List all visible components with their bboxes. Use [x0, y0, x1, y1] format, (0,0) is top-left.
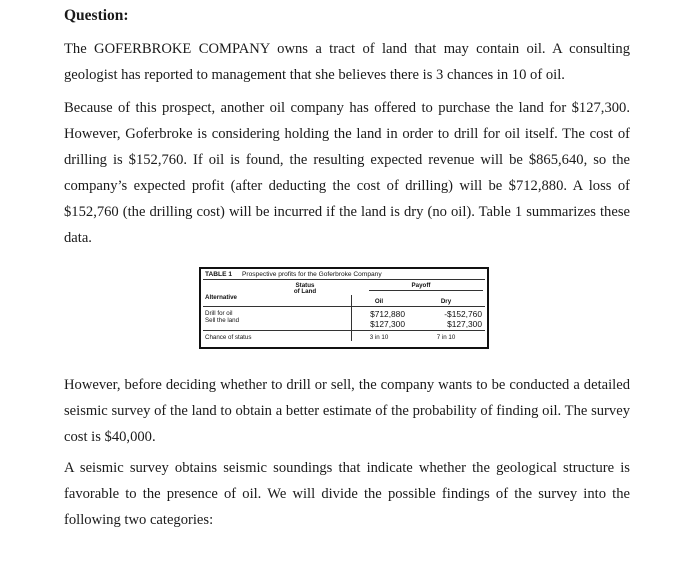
table-label: TABLE 1 [205, 271, 232, 278]
question-heading: Question: [64, 7, 129, 24]
cell-drill-dry: -$152,760 [444, 309, 482, 319]
cell-sell-dry: $127,300 [447, 319, 482, 329]
status-header-line1: Status [295, 282, 315, 289]
paragraph-survey-intro: However, before deciding whether to drill or sell, the company wants to be conducted a detailed seismic survey of the land to obtain a better estimate of the probability of finding oil. The survey cost is $40,000. [64, 377, 630, 445]
cell-chance-dry: 7 in 10 [436, 334, 456, 341]
status-header-line2: of Land [293, 288, 317, 295]
cell-drill-oil: $712,880 [370, 309, 405, 319]
table-1-figure [199, 267, 489, 349]
table-caption [205, 271, 382, 278]
header-rule [203, 306, 485, 307]
payoff-header: Payoff [411, 282, 431, 289]
alternative-header: Alternative [205, 294, 237, 301]
cell-sell-oil: $127,300 [370, 319, 405, 329]
paragraph-survey-details: A seismic survey obtains seismic soundings that indicate whether the geological structure is favorable to the presence of oil. We will divide the possible findings of the survey into the following two categories: [64, 460, 630, 528]
row-label-sell: Sell the land [205, 317, 240, 324]
table-caption-text: Prospective profits for the Goferbroke Company [242, 271, 382, 278]
paragraph-intro: The GOFERBROKE COMPANY owns a tract of land that may contain oil. A consulting geologist has reported to management that she believes there is 3 chances in 10 of oil. [64, 41, 630, 83]
table-top-rule [203, 279, 485, 280]
column-header-dry: Dry [440, 298, 452, 305]
paragraph-prospect: Because of this prospect, another oil company has offered to purchase the land for $127,300. However, Goferbroke is considering holding the land in order to drill for oil itself. The cost of drilling is $152,760. If oil is found, the resulting expected revenue will be $865,640, so the company’s expected profit (after deducting the cost of drilling) will be $712,880. A loss of $152,760 (the drilling cost) will be incurred if the land is dry (no oil). Table 1 summarizes these data. [64, 100, 630, 246]
row-label-chance: Chance of status [205, 334, 252, 341]
column-header-oil: Oil [374, 298, 384, 305]
payoff-rule [369, 290, 483, 291]
chance-rule [203, 330, 485, 331]
cell-chance-oil: 3 in 10 [369, 334, 389, 341]
row-label-drill: Drill for oil [205, 310, 233, 317]
